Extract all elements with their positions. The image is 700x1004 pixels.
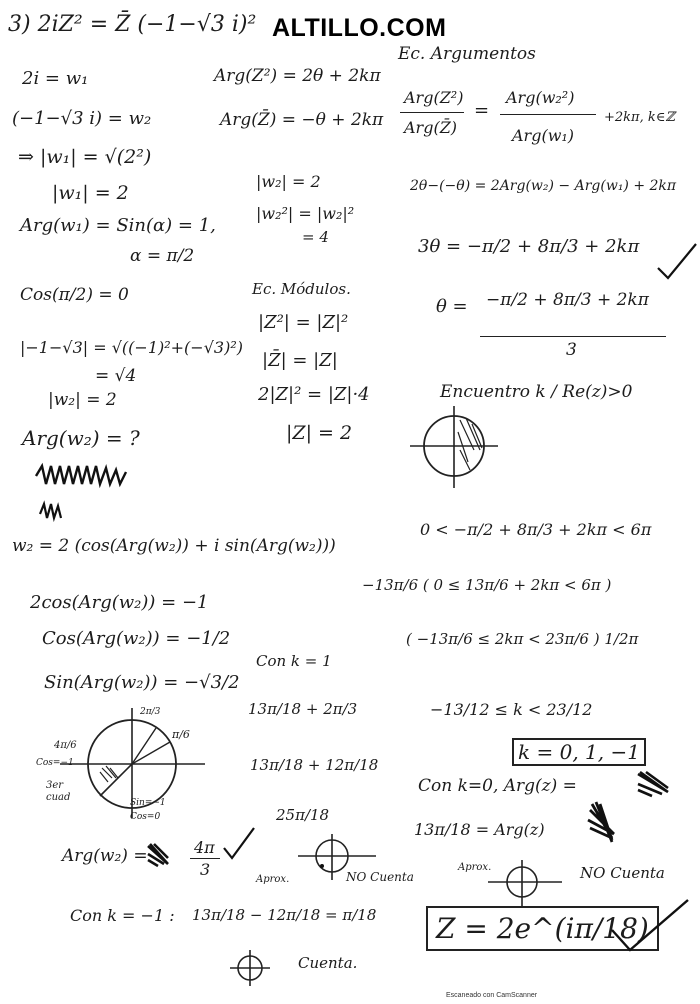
left-line-1: 2i = w₁ bbox=[22, 68, 89, 89]
right-frac-num-left: Arg(Z²) bbox=[404, 88, 464, 107]
left-line-15: Sin(Arg(w₂)) = −√3/2 bbox=[44, 672, 240, 693]
left-line-2: (−1−√3 i) = w₂ bbox=[12, 108, 152, 129]
left-line-16-den: 3 bbox=[200, 860, 211, 879]
circle-label-left: 4π/6 bbox=[54, 740, 77, 751]
fraction-bar bbox=[400, 112, 464, 113]
left-line-16-label: Arg(w₂) = bbox=[62, 846, 148, 866]
region-circle-sketch bbox=[410, 404, 500, 490]
right-line-8: ( −13π/6 ≤ 2kπ < 23π/6 ) 1/2π bbox=[406, 630, 639, 648]
scanner-footer: Escaneado con CamScanner bbox=[446, 992, 538, 999]
scribble-crossout-5 bbox=[586, 800, 620, 844]
left-line-5: Arg(w₁) = Sin(α) = 1, bbox=[20, 215, 216, 236]
site-logo: ALTILLO.COM bbox=[272, 14, 447, 42]
fraction-bar bbox=[190, 858, 220, 859]
left-line-13: 2cos(Arg(w₂)) = −1 bbox=[30, 592, 209, 613]
small-circle-sketch bbox=[228, 948, 272, 988]
cuenta-label: Cuenta. bbox=[298, 954, 358, 972]
mid-mod-4: |Z| = 2 bbox=[286, 422, 353, 444]
left-line-17-label: Con k = −1 : bbox=[70, 906, 175, 925]
right-aprox: Aprox. bbox=[458, 862, 492, 873]
right-line-7: −13π/6 ( 0 ≤ 13π/6 + 2kπ < 6π ) bbox=[362, 576, 612, 594]
left-line-12: w₂ = 2 (cos(Arg(w₂)) + i sin(Arg(w₂))) bbox=[12, 536, 336, 556]
scribble-crossout-2 bbox=[38, 500, 64, 520]
right-nocuenta: NO Cuenta bbox=[580, 864, 665, 882]
left-line-17-calc: 13π/18 − 12π/18 = π/18 bbox=[192, 906, 377, 924]
right-line-4-theta: θ = bbox=[436, 296, 468, 317]
left-line-11: Arg(w₂) = ? bbox=[22, 426, 140, 450]
circle-label-right: π/6 bbox=[172, 728, 190, 741]
mid-frac-1: 13π/18 + 2π/3 bbox=[248, 700, 358, 718]
scribble-crossout-4 bbox=[636, 770, 672, 796]
right-line-5: Encuentro k / Re(z)>0 bbox=[440, 382, 633, 402]
unit-circle-sketch bbox=[60, 706, 210, 826]
left-line-9: = √4 bbox=[95, 366, 137, 386]
scribble-crossout-1 bbox=[34, 462, 144, 488]
circle-label-cos0: Cos=0 bbox=[130, 812, 161, 822]
checkmark-icon bbox=[222, 826, 256, 862]
fraction-bar bbox=[480, 336, 666, 337]
circle-label-sin: Sin=−1 bbox=[130, 798, 166, 808]
scribble-crossout-3 bbox=[146, 842, 172, 868]
left-line-8: |−1−√3| = √((−1)²+(−√3)²) bbox=[20, 338, 243, 357]
mid-frac-3: 25π/18 bbox=[276, 806, 330, 824]
left-line-16-num: 4π bbox=[194, 838, 215, 857]
mid-mod-3: 2|Z|² = |Z|·4 bbox=[258, 384, 370, 405]
mid-arg-z2: Arg(Z²) = 2θ + 2kπ bbox=[214, 66, 381, 86]
circle-label-cos: Cos=−1 bbox=[36, 758, 74, 768]
checkmark-icon bbox=[610, 896, 690, 956]
mid-mod-eq4: = 4 bbox=[302, 228, 329, 246]
left-line-14: Cos(Arg(w₂)) = −1/2 bbox=[42, 628, 231, 649]
left-line-7: Cos(π/2) = 0 bbox=[20, 285, 129, 305]
right-line-2: 2θ−(−θ) = 2Arg(w₂) − Arg(w₁) + 2kπ bbox=[410, 178, 677, 194]
right-line-12: 13π/18 = Arg(z) bbox=[414, 820, 545, 839]
mid-frac-2: 13π/18 + 12π/18 bbox=[250, 756, 379, 774]
left-line-10: |w₂| = 2 bbox=[48, 390, 117, 410]
circle-label-top: 2π/3 bbox=[140, 707, 161, 717]
mid-nocuenta: NO Cuenta bbox=[346, 870, 414, 884]
mid-con-k1: Con k = 1 bbox=[256, 652, 332, 670]
problem-statement: 3) 2iZ² = Z̄ (−1−√3 i)² bbox=[8, 12, 257, 37]
right-frac-den-right: Arg(w₁) bbox=[512, 126, 575, 145]
right-line-4-den: 3 bbox=[566, 340, 577, 360]
circle-label-cuad: cuad bbox=[46, 792, 71, 803]
mid-mod-2: |Z̄| = |Z| bbox=[262, 350, 338, 371]
right-line-11: Con k=0, Arg(z) = bbox=[418, 776, 577, 796]
mid-arg-zbar: Arg(Z̄) = −θ + 2kπ bbox=[220, 110, 384, 130]
final-answer: Z = 2e^(iπ/18) bbox=[426, 906, 659, 951]
left-line-6: α = π/2 bbox=[130, 246, 195, 266]
right-line-3: 3θ = −π/2 + 8π/3 + 2kπ bbox=[418, 236, 640, 257]
mid-mod-w2-sq: |w₂²| = |w₂|² bbox=[256, 204, 355, 223]
mid-mod-w2: |w₂| = 2 bbox=[256, 172, 321, 191]
right-frac-den-left: Arg(Z̄) bbox=[404, 118, 458, 137]
right-line-4-num: −π/2 + 8π/3 + 2kπ bbox=[486, 290, 649, 310]
checkmark-icon bbox=[656, 242, 698, 282]
right-line-10: k = 0, 1, −1 bbox=[512, 738, 646, 766]
circle-label-3er: 3er bbox=[46, 780, 64, 791]
right-ec-argumentos: Ec. Argumentos bbox=[398, 44, 536, 64]
mid-ec-modulos: Ec. Módulos. bbox=[252, 280, 351, 298]
right-line-6: 0 < −π/2 + 8π/3 + 2kπ < 6π bbox=[420, 520, 652, 539]
right-frac-equals: = bbox=[474, 100, 490, 121]
left-line-3: ⇒ |w₁| = √(2²) bbox=[18, 146, 152, 168]
mid-mod-1: |Z²| = |Z|² bbox=[258, 312, 349, 333]
right-frac-num-right: Arg(w₂²) bbox=[506, 88, 575, 107]
fraction-bar bbox=[500, 114, 596, 115]
right-circle-sketch bbox=[486, 858, 566, 908]
right-line-9: −13/12 ≤ k < 23/12 bbox=[430, 700, 593, 719]
right-frac-tail: +2kπ, k∈ℤ bbox=[604, 110, 675, 125]
left-line-4: |w₁| = 2 bbox=[52, 182, 129, 204]
mid-aprox: Aprox. bbox=[256, 874, 290, 885]
